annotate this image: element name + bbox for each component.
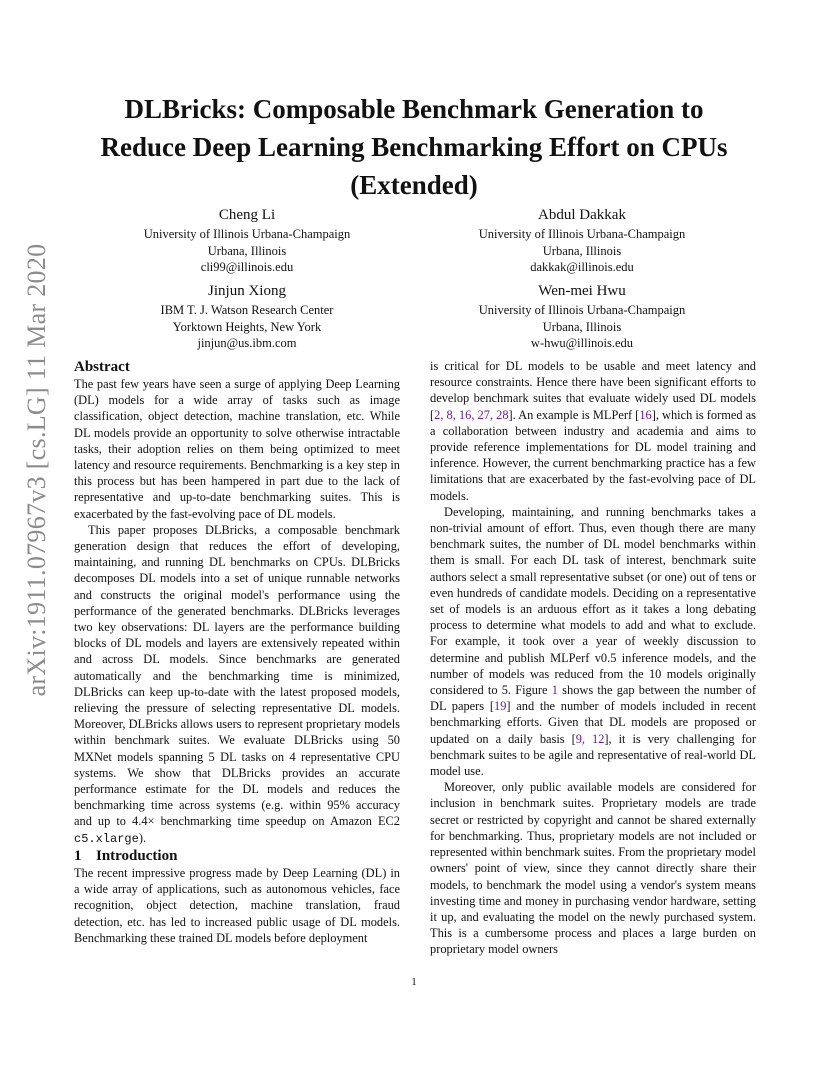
author-email: dakkak@illinois.edu — [530, 260, 634, 274]
body-text: ], it is very challenging for benchmark suites to be agile and representative of real-world DL model use. — [430, 731, 756, 779]
figure-link[interactable]: 1 — [551, 683, 558, 698]
author-block — [417, 206, 747, 276]
author-location: Yorktown Heights, New York — [172, 319, 322, 334]
abstract-paragraph — [74, 522, 400, 847]
body-paragraph: Moreover, only public available models are considered for inclusion in benchmark suites. Proprietary models are trade secret or restricted by copyright and cannot be shared externally for benchmarking. Thus, proprietary models are not included or represented within benchmark suites. From the proprietary model owners' point of view, since they cannot directly share their models, to benchmark the model using a vendor's system means investing time and money in purchasing vendor hardware, setting it up, and evaluating the model on the newly purchased system. This is a cumbersome process and places a large burden on proprietary model owners — [430, 780, 756, 957]
author-location: Urbana, Illinois — [207, 243, 287, 258]
author-block — [417, 282, 747, 352]
title-line: Reduce Deep Learning Benchmarking Effort on CPUs — [100, 132, 728, 162]
author-affiliation: IBM T. J. Watson Research Center — [160, 303, 334, 317]
body-paragraph — [430, 504, 756, 779]
introduction-heading — [74, 847, 400, 865]
author-block — [82, 282, 412, 352]
author-name: Cheng Li — [218, 207, 276, 223]
body-text: is critical for DL models to be usable and meet latency and resource constraints. Hence there have been significant efforts to develop benchmark suites that evaluate widely used DL models [ — [430, 359, 756, 422]
instance-type-code: c5.xlarge — [74, 831, 139, 846]
body-text: ]. An example is MLPerf [ — [508, 407, 640, 422]
section-title: Introduction — [96, 847, 178, 864]
title-line: DLBricks: Composable Benchmark Generation to — [124, 94, 704, 124]
abstract-text: ). — [138, 830, 147, 845]
section-number: 1 — [74, 847, 82, 864]
arxiv-sidebar-stamp — [0, 0, 60, 1072]
abstract-heading: Abstract — [74, 359, 130, 375]
author-name: Wen-mei Hwu — [538, 283, 626, 299]
citation-link[interactable]: 2, 8, 16, 27, 28 — [434, 407, 509, 422]
left-column — [74, 358, 400, 946]
body-text: ] and the number of models included in recent benchmarking efforts. Given that DL models are proposed or updated on a daily basis [ — [430, 699, 757, 746]
title-line: (Extended) — [350, 170, 478, 200]
page-number: 1 — [411, 976, 417, 988]
citation-link[interactable]: 19 — [494, 699, 507, 714]
body-paragraph — [430, 358, 756, 504]
author-affiliation: University of Illinois Urbana-Champaign — [143, 227, 351, 241]
body-text: shows the gap between the number of DL papers [ — [430, 683, 756, 714]
author-email: jinjun@us.ibm.com — [197, 336, 297, 350]
intro-paragraph: The recent impressive progress made by Deep Learning (DL) in a wide array of applications, such as autonomous vehicles, face recognition, object detection, machine translation, fraud detection, etc. has led to increased public usage of DL models. Benchmarking these trained DL models before deployment — [74, 865, 400, 945]
abstract-text: This paper proposes DLBricks, a composable benchmark generation design that reduces the effort of developing, maintaining, and running DL benchmarks on CPUs. DLBricks decomposes DL models into a set of unique runnable networks and constructs the original model's performance using the performance of the generated benchmarks. DLBricks leverages two key observations: DL layers are the performance building blocks of DL models and layers are extensively repeated within and across DL models. Since benchmarks are generated automatically and the benchmarking time is minimized, DLBricks can keep up-to-date with the latest proposed models, relieving the pressure of selecting representative DL models. Moreover, DLBricks allows users to represent proprietary models within benchmark suites. We evaluate DLBricks using 50 MXNet models spanning 5 DL tasks on 4 representative CPU systems. We show that DLBricks provides an accurate performance estimate for the DL models and reduces the benchmarking time across systems (e.g. within 95% accuracy and up to 4.4× benchmarking time speedup on Amazon EC2 — [74, 522, 400, 829]
paper-title — [60, 90, 768, 204]
author-block — [82, 206, 412, 276]
arxiv-identifier: arXiv:1911.07967v3 [cs.LG] 11 Mar 2020 — [22, 243, 51, 697]
abstract-paragraph: The past few years have seen a surge of applying Deep Learning (DL) models for a wide array of tasks such as image classification, object detection, machine translation, etc. While DL models provide an opportunity to solve otherwise intractable tasks, their adoption relies on them being optimized to meet latency and resource requirements. Benchmarking is a key step in this process but has been hampered in part due to the lack of representative and up-to-date benchmarking suites. This is exacerbated by the fast-evolving pace of DL models. — [74, 377, 400, 521]
author-location: Urbana, Illinois — [542, 243, 622, 258]
citation-link[interactable]: 9, 12 — [575, 731, 605, 746]
author-name: Jinjun Xiong — [208, 283, 286, 299]
body-text: Developing, maintaining, and running benchmarks takes a non-trivial amount of effort. Thus, even though there are many benchmark suites, the number of DL model benchmarks within them is small. For each DL task of interest, benchmark suite authors select a small representative subset (or one) out of tens or even hundreds of candidate models. Deciding on a representative set of models is an arduous effort as it takes a long debating process to determine what models to add and what to exclude. For example, it took over a year of weekly discussion to determine and publish MLPerf v0.5 inference models, and the number of models was reduced from the 10 models originally considered to 5. Figure — [430, 504, 756, 698]
body-text: ], which is formed as a collaboration between industry and academia and aims to provide reference implementations for DL model training and inference. However, the current benchmarking practice has a few limitations that are exacerbated by the fast-evolving pace of DL models. — [430, 407, 756, 503]
citation-link[interactable]: 16 — [639, 407, 652, 422]
right-column — [430, 358, 756, 958]
author-email: cli99@illinois.edu — [200, 260, 294, 274]
author-affiliation: University of Illinois Urbana-Champaign — [478, 227, 686, 241]
author-affiliation: University of Illinois Urbana-Champaign — [478, 303, 686, 317]
author-email: w-hwu@illinois.edu — [530, 336, 634, 350]
author-location: Urbana, Illinois — [542, 319, 622, 334]
author-name: Abdul Dakkak — [538, 207, 626, 223]
